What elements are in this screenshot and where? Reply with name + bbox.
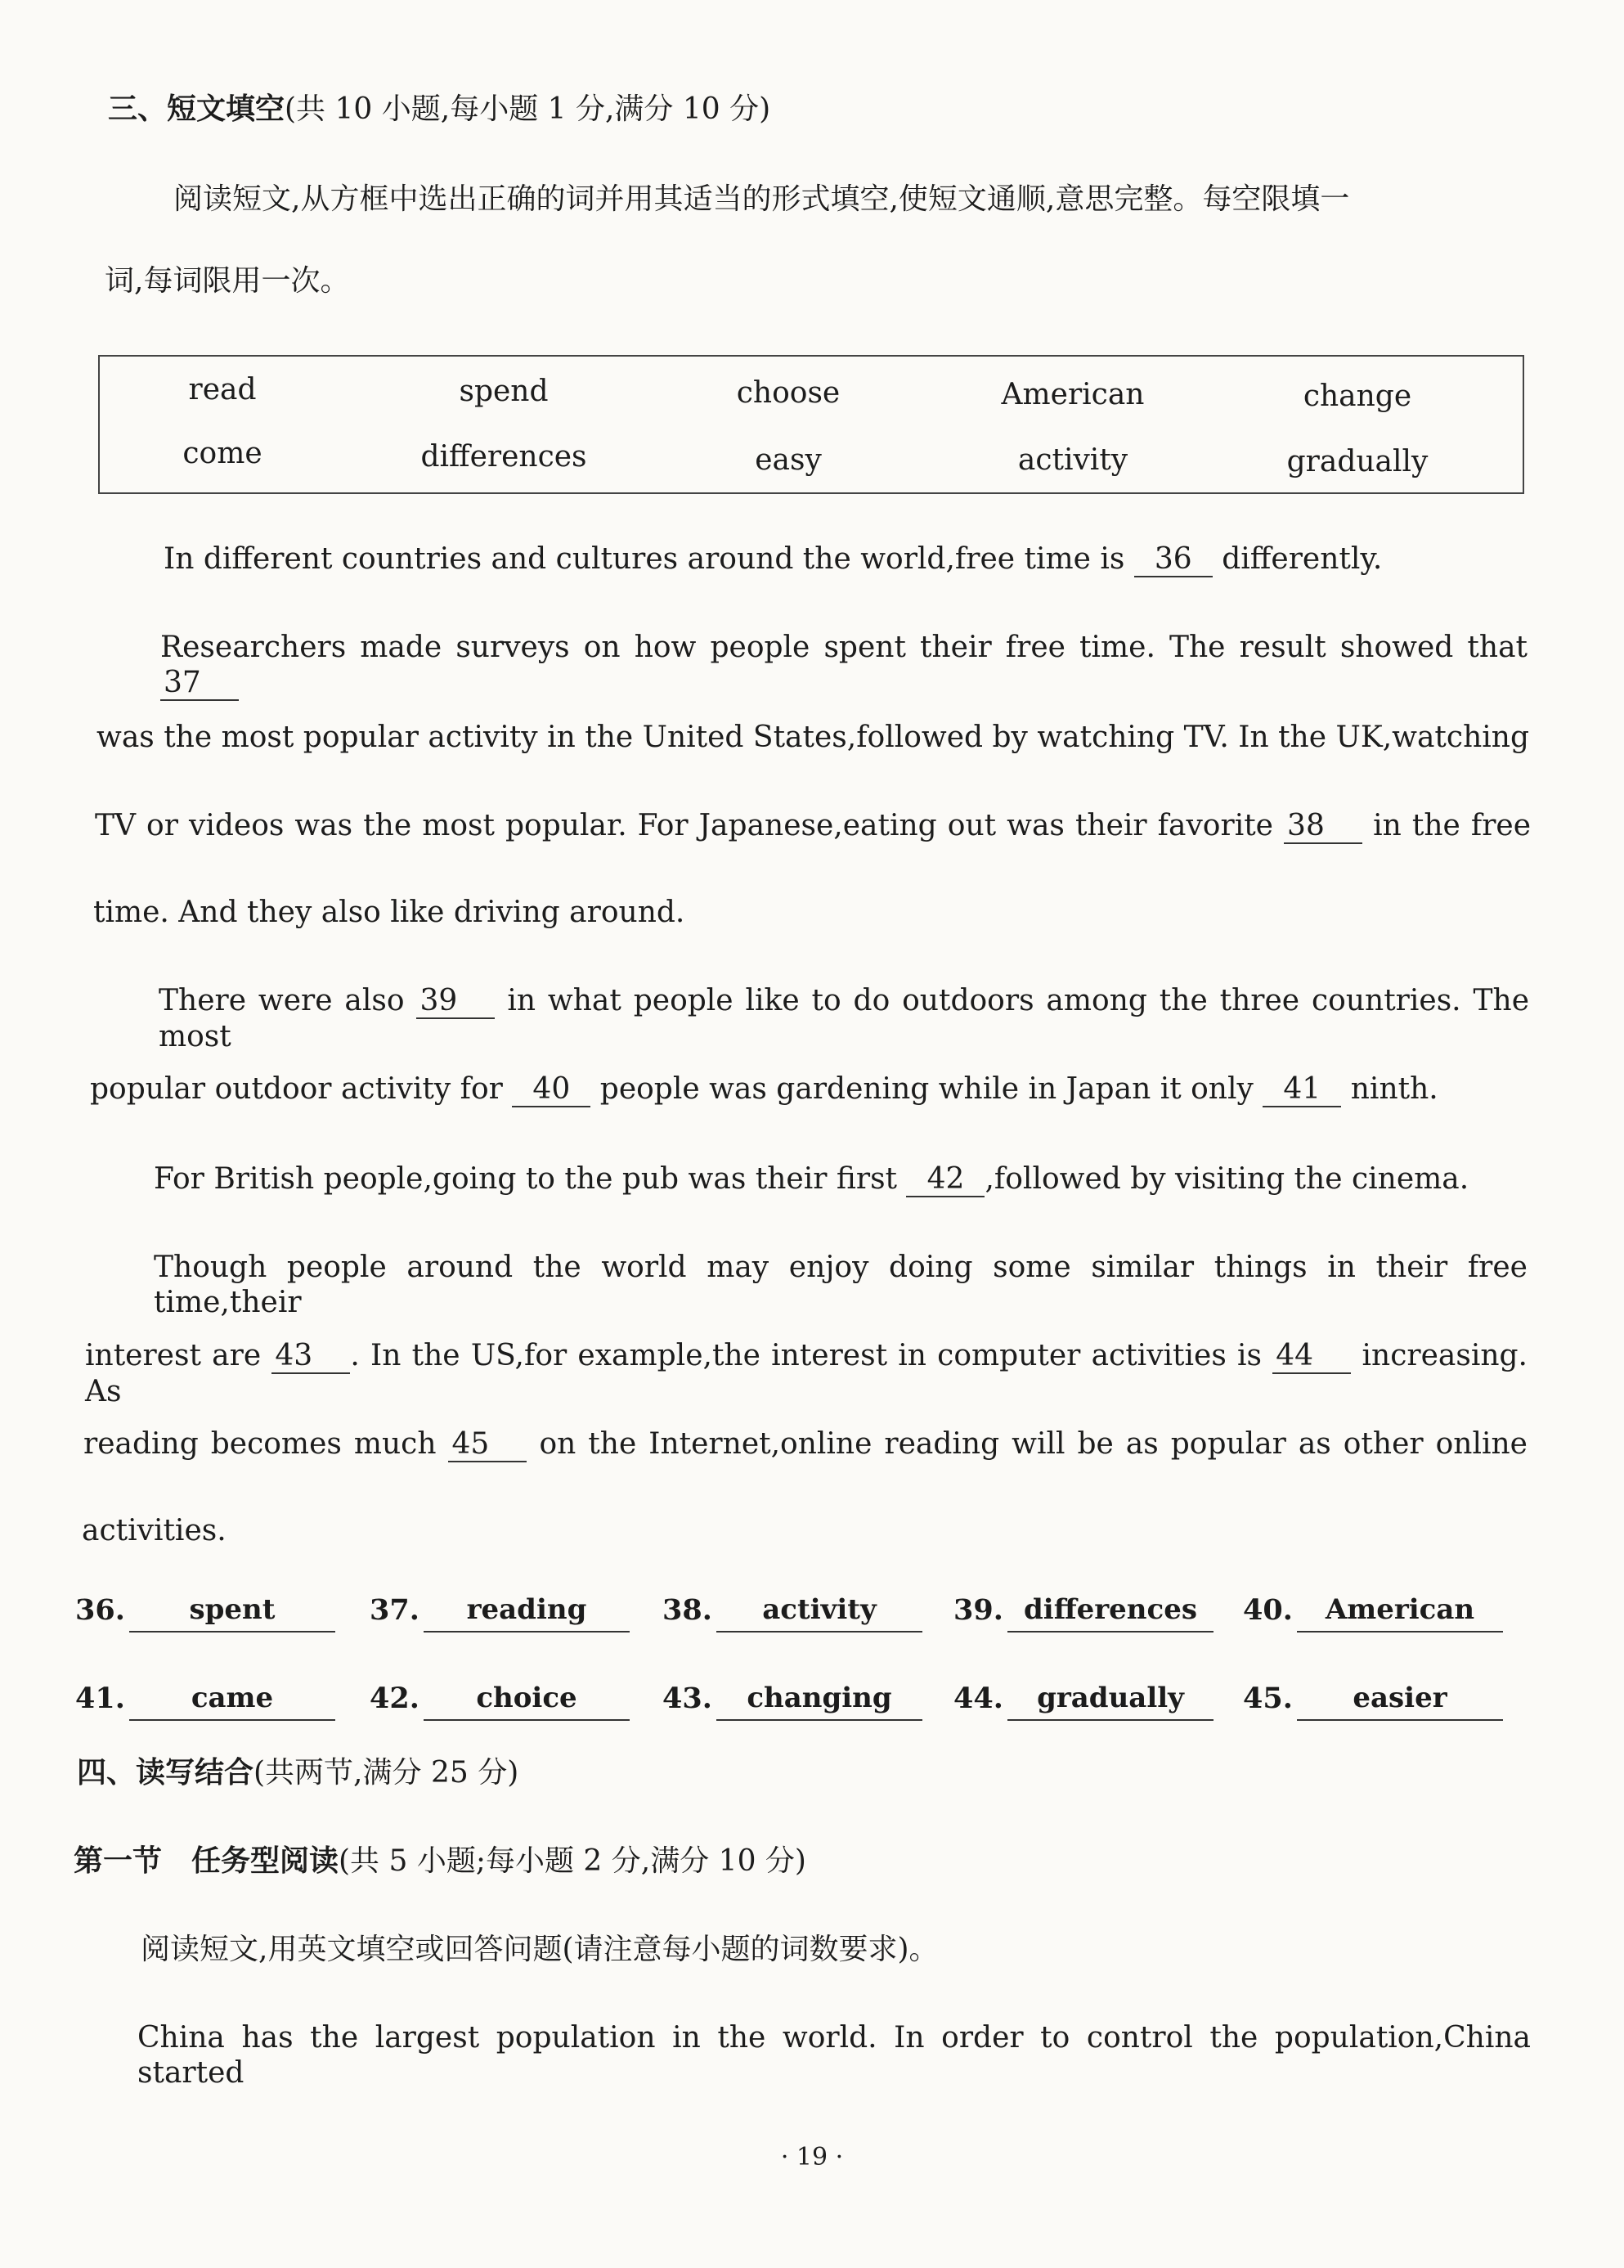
answer-number: 44. [953,1682,1003,1715]
blank-37: 37 [160,667,239,701]
word-box-word: American [1001,378,1145,411]
section-3-heading [108,92,770,127]
answer-number: 38. [662,1593,712,1627]
passage-line: In different countries and cultures around the world,free time is 36 differently. [164,542,1383,576]
answer-text: activity [716,1593,922,1633]
answer-text: differences [1007,1593,1214,1633]
section-4-instruction: 阅读短文,用英文填空或回答问题(请注意每小题的词数要求)。 [141,1933,939,1966]
section-3-instruction-line1: 阅读短文,从方框中选出正确的词并用其适当的形式填空,使短文通顺,意思完整。每空限填一 [173,182,1350,216]
answer-text: came [129,1682,335,1721]
answer-text: spent [129,1593,335,1633]
answer-row [75,1675,1531,1724]
blank-36: 36 [1134,543,1213,577]
passage-line: reading becomes much 45 on the Internet,online reading will be as popular as other online [83,1427,1528,1461]
page-number: · 19 · [780,2143,844,2171]
section-4-part-title: 第一节 任务型阅读 [74,1844,339,1878]
passage-line: There were also 39 in what people like to do outdoors among the three countries. The most [159,984,1529,1053]
passage-line: TV or videos was the most popular. For Japanese,eating out was their favorite 38 in the free [95,809,1532,842]
section-4-title: 四、读写结合 [77,1756,254,1790]
blank-39: 39 [416,985,495,1019]
answer-text: gradually [1007,1682,1214,1721]
answer-number: 41. [75,1682,125,1715]
passage-line: China has the largest population in the world. In order to control the population,China started [137,2021,1531,2091]
word-box-word: differences [420,440,587,474]
answer-text: changing [716,1682,922,1721]
passage-line: For British people,going to the pub was their first 42 ,followed by visiting the cinema. [154,1162,1469,1196]
blank-43: 43 [271,1340,350,1374]
section-4-part-score-note: (共 5 小题;每小题 2 分,满分 10 分) [339,1844,806,1878]
answer-number: 45. [1243,1682,1293,1715]
section-4-subheading [74,1844,806,1879]
passage-line: Though people around the world may enjoy doing some similar things in their free time,their [154,1251,1528,1320]
blank-44: 44 [1272,1340,1351,1374]
answer-text: choice [424,1682,630,1721]
word-box-word: come [182,437,262,470]
blank-41: 41 [1263,1073,1341,1107]
answer-number: 43. [662,1682,712,1715]
section-4-heading [77,1755,518,1790]
answer-text: American [1297,1593,1503,1633]
word-box-word: read [188,373,257,406]
section-3-score-note: (共 10 小题,每小题 1 分,满分 10 分) [285,92,771,126]
word-box-word: gradually [1286,445,1429,478]
passage-line: Researchers made surveys on how people spent their free time. The result showed that 37 [160,631,1528,700]
answer-row [75,1587,1531,1636]
blank-42: 42 [906,1163,985,1197]
answer-text: easier [1297,1682,1503,1721]
answer-number: 39. [953,1593,1003,1627]
blank-40: 40 [512,1073,590,1107]
passage-line: popular outdoor activity for 40 people was gardening while in Japan it only 41 ninth. [90,1072,1438,1106]
section-3-title: 三、短文填空 [108,92,285,126]
answer-number: 40. [1243,1593,1293,1627]
passage-line: time. And they also like driving around. [93,896,685,929]
section-4-score-note: (共两节,满分 25 分) [253,1756,519,1790]
blank-38: 38 [1284,810,1362,844]
answer-text: reading [424,1593,630,1633]
passage-line: was the most popular activity in the United States,followed by watching TV. In the UK,watching [96,721,1529,754]
word-box-word: choose [736,376,841,410]
passage-line: activities. [82,1514,227,1547]
answer-number: 42. [370,1682,419,1715]
answer-number: 36. [75,1593,125,1627]
answer-number: 37. [370,1593,419,1627]
word-box [98,355,1524,494]
section-3-instruction-line2: 词,每词限用一次。 [105,264,350,298]
word-box-word: change [1303,379,1412,413]
word-box-word: easy [755,443,822,477]
blank-45: 45 [448,1428,527,1462]
word-box-word: activity [1017,443,1128,477]
word-box-word: spend [459,375,549,408]
passage-line: interest are 43 . In the US,for example,the interest in computer activities is 44 increasing. As [85,1339,1528,1408]
